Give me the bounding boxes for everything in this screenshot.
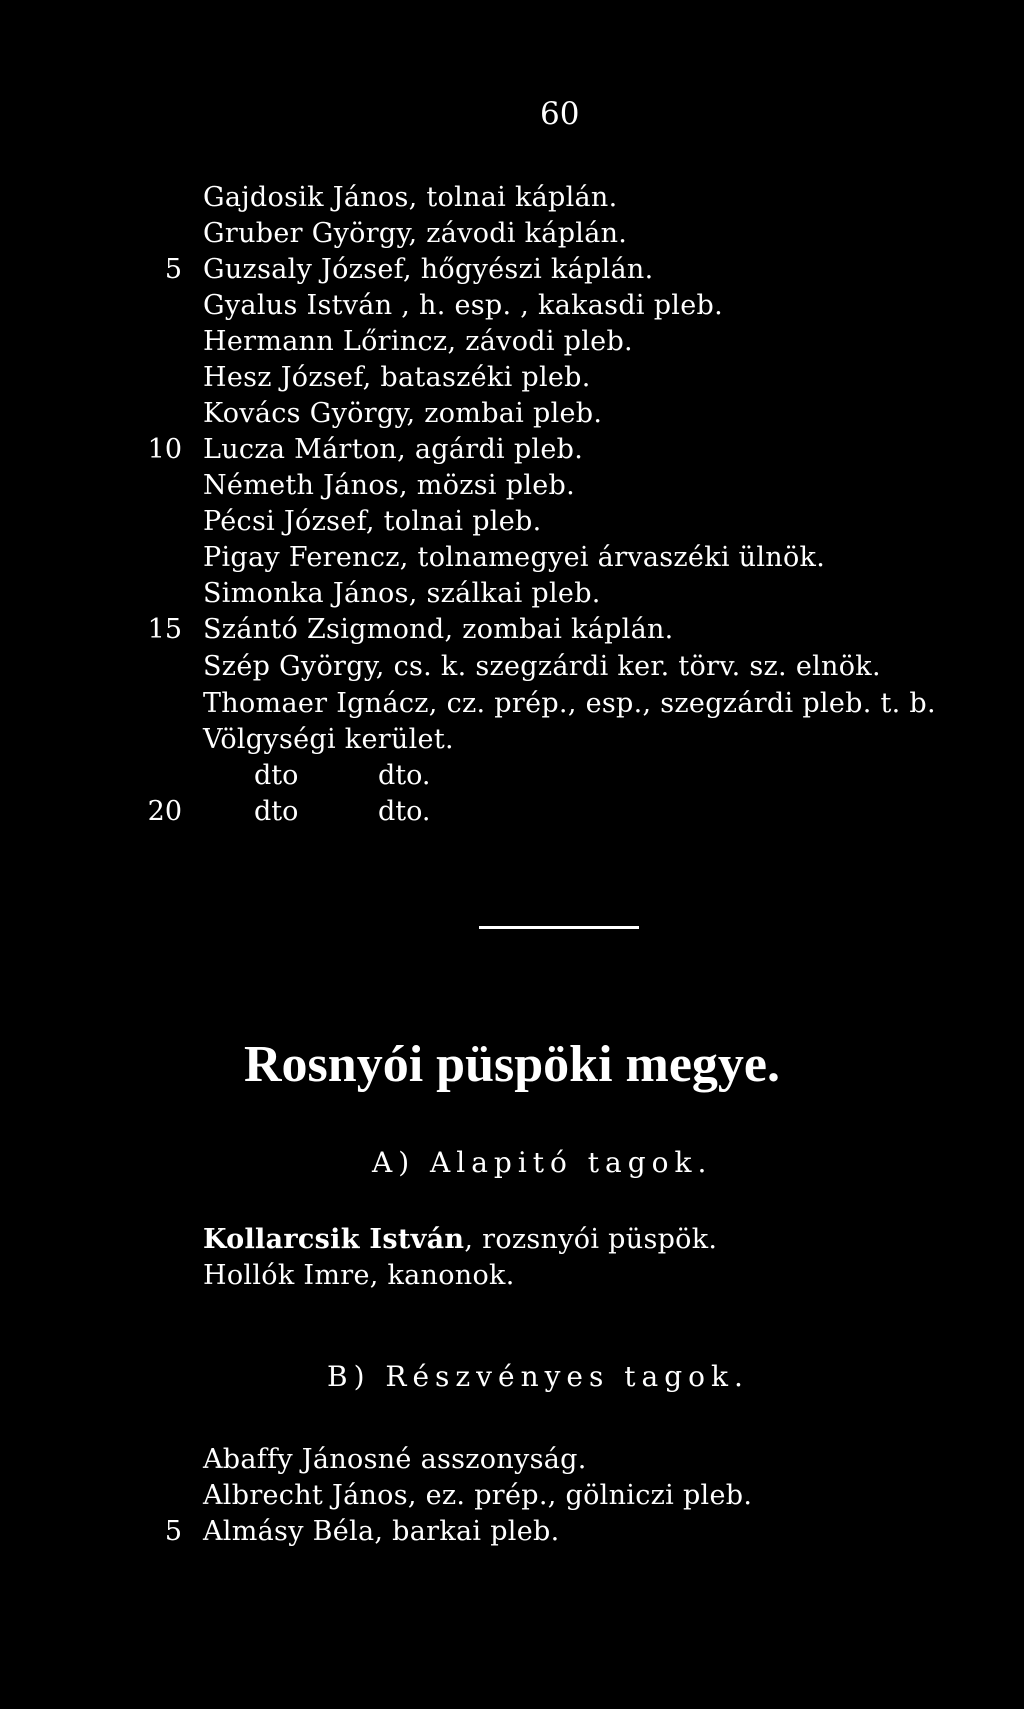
list-line: Gajdosik János, tolnai káplán.: [203, 182, 618, 213]
subsection-b-heading: B) Részvényes tagok.: [327, 1360, 749, 1393]
list-line: Hesz József, bataszéki pleb.: [203, 362, 591, 393]
list-line-num: 5: [164, 1516, 182, 1547]
list-line: Albrecht János, ez. prép., gölniczi pleb.: [203, 1480, 753, 1511]
list-line: Thomaer Ignácz, cz. prép., esp., szegzárdi pleb. t. b.: [203, 688, 936, 719]
dto-row-num: 20: [147, 796, 182, 827]
list-line-num: 15: [147, 614, 182, 645]
list-line: Guzsaly József, hőgyészi káplán.: [203, 254, 654, 285]
list-line: Lucza Márton, agárdi pleb.: [203, 434, 584, 465]
founder-line: [203, 1258, 515, 1294]
section-divider: [479, 926, 639, 929]
list-line-num: 5: [164, 254, 182, 285]
list-line: Németh János, mözsi pleb.: [203, 470, 576, 501]
list-line: Kovács György, zombai pleb.: [203, 398, 603, 429]
list-line: Abaffy Jánosné asszonyság.: [203, 1444, 587, 1475]
list-line: Szántó Zsigmond, zombai káplán.: [203, 614, 674, 645]
dto-col1: dto: [254, 796, 299, 827]
founder-title: Hollók Imre, kanonok.: [203, 1260, 515, 1291]
list-line: Gruber György, závodi káplán.: [203, 218, 628, 249]
dto-col2: dto.: [378, 760, 431, 791]
list-line: Hermann Lőrincz, závodi pleb.: [203, 326, 633, 357]
list-line: Gyalus István , h. esp. , kakasdi pleb.: [203, 290, 723, 321]
section-title: Rosnyói püspöki megye.: [244, 1036, 780, 1093]
list-line: Szép György, cs. k. szegzárdi ker. törv. sz. elnök.: [203, 651, 881, 682]
list-line: Pécsi József, tolnai pleb.: [203, 506, 542, 537]
list-line-num: 10: [147, 434, 182, 465]
list-line: Pigay Ferencz, tolnamegyei árvaszéki ülnök.: [203, 542, 826, 573]
founder-name: Kollarcsik István: [203, 1224, 465, 1255]
list-line: Völgységi kerület.: [203, 724, 454, 755]
dto-col1: dto: [254, 760, 299, 791]
dto-col2: dto.: [378, 796, 431, 827]
founder-line: [203, 1222, 717, 1258]
subsection-a-heading: A) Alapitó tagok.: [372, 1146, 713, 1179]
list-line: Simonka János, szálkai pleb.: [203, 578, 601, 609]
founder-title: , rozsnyói püspök.: [464, 1224, 718, 1255]
page-number: 60: [540, 96, 580, 132]
list-line: Almásy Béla, barkai pleb.: [203, 1516, 560, 1547]
